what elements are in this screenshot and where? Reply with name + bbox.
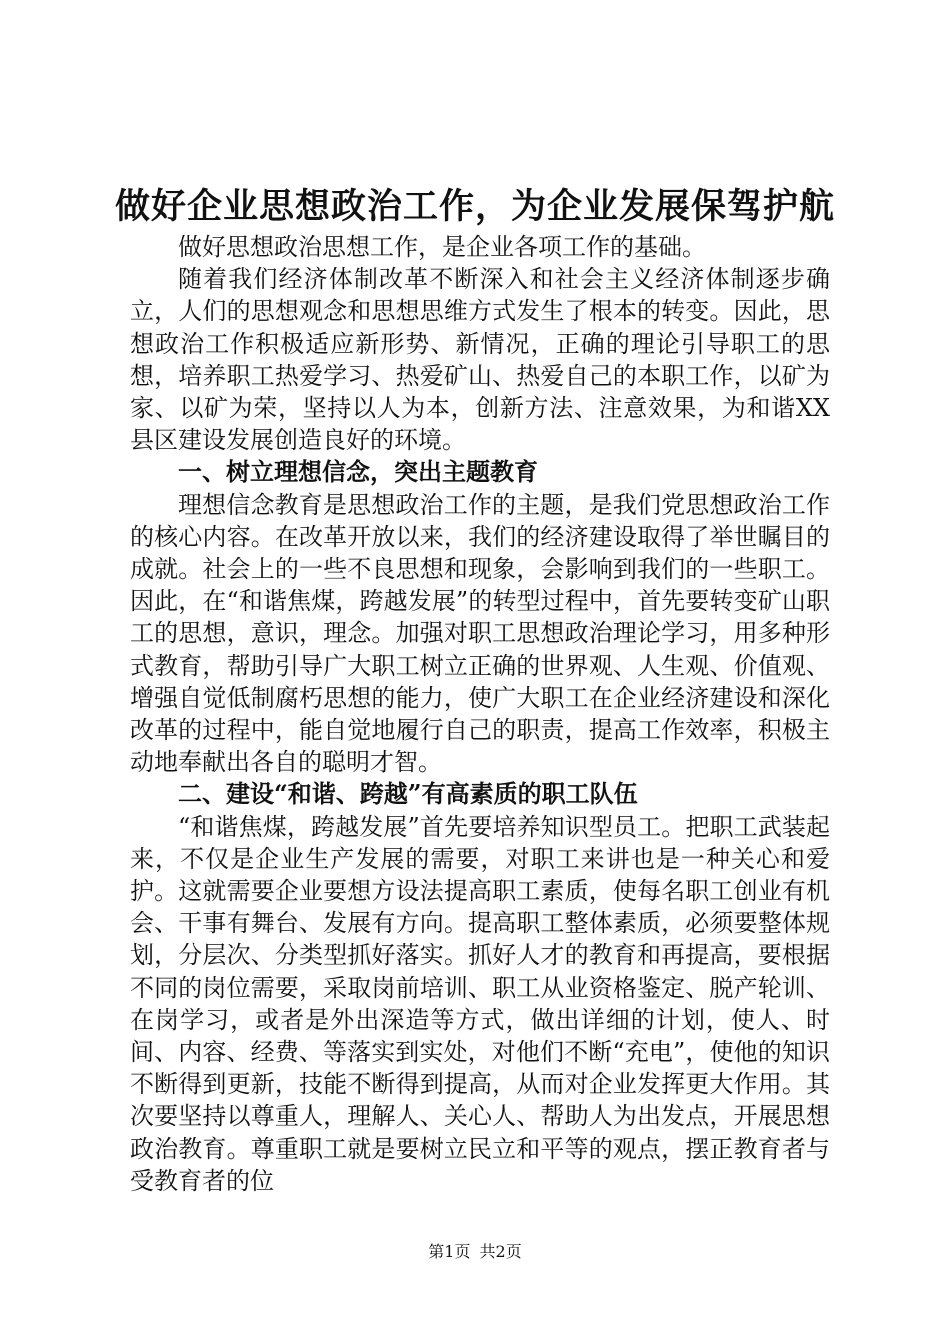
page-number: 第1页	[428, 1242, 471, 1261]
intro-paragraph: 做好思想政治思想工作，是企业各项工作的基础。	[178, 233, 706, 261]
page-footer	[0, 1242, 950, 1262]
section-heading-2: 二、建设“和谐、跨越”有高素质的职工队伍	[178, 779, 638, 809]
paragraph-2: 理想信念教育是思想政治工作的主题，是我们党思想政治工作的核心内容。在改革开放以来，我们的经济建设取得了举世瞩目的成就。社会上的一些不良思想和现象，会影响到我们的一些职工。因此，在“和谐焦煤，跨越发展”的转型过程中，首先要转变矿山职工的思想，意识，理念。加强对职工思想政治理论学习，用多种形式教育，帮助引导广大职工树立正确的世界观、人生观、价值观、增强自觉低制腐朽思想的能力，使广大职工在企业经济建设和深化改革的过程中，能自觉地履行自己的职责，提高工作效率，积极主动地奉献出各自的聪明才智。	[130, 490, 830, 777]
paragraph-3: “和谐焦煤，跨越发展”首先要培养知识型员工。把职工武装起来，不仅是企业生产发展的需要，对职工来讲也是一种关心和爱护。这就需要企业要想方设法提高职工素质，使每名职工创业有机会、干事有舞台、发展有方向。提高职工整体素质，必须要整体规划，分层次、分类型抓好落实。抓好人才的教育和再提高，要根据不同的岗位需要，采取岗前培训、职工从业资格鉴定、脱产轮训、在岗学习，或者是外出深造等方式，做出详细的计划，使人、时间、内容、经费、等落实到实处，对他们不断“充电”，使他的知识不断得到更新，技能不断得到提高，从而对企业发挥更大作用。其次要坚持以尊重人，理解人、关心人、帮助人为出发点，开展思想政治教育。尊重职工就是要树立民立和平等的观点，摆正教育者与受教育者的位	[130, 812, 830, 1195]
document-title: 做好企业思想政治工作，为企业发展保驾护航	[114, 186, 835, 227]
paragraph-1: 随着我们经济体制改革不断深入和社会主义经济体制逐步确立，人们的思想观念和思想思维方式发生了根本的转变。因此，思想政治工作积极适应新形势、新情况，正确的理论引导职工的思想，培养职工热爱学习、热爱矿山、热爱自己的本职工作，以矿为家、以矿为荣，坚持以人为本，创新方法、注意效果，为和谐XX县区建设发展创造良好的环境。	[130, 265, 830, 455]
page-total: 共2页	[479, 1242, 522, 1261]
document-body	[130, 231, 830, 1197]
section-heading-1: 一、树立理想信念，突出主题教育	[178, 457, 538, 487]
